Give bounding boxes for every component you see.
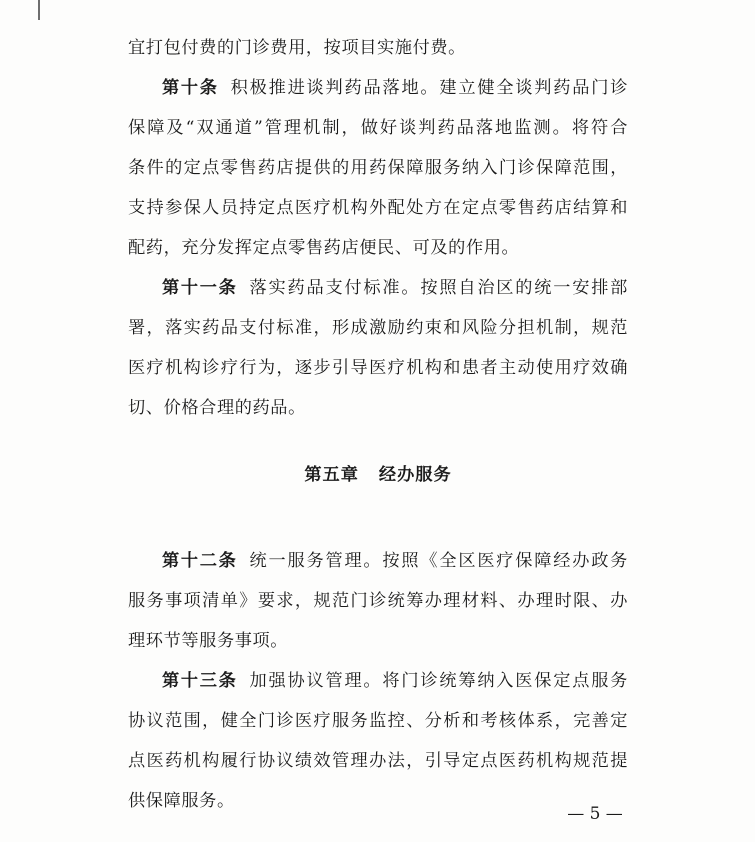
article-text: 统一服务管理。按照《全区医疗保障经办政务: [249, 551, 628, 571]
article-line: [128, 661, 628, 701]
article-line: 条件的定点零售药店提供的用药保障服务纳入门诊保障范围，: [128, 158, 628, 178]
intro-line: 宜打包付费的门诊费用，按项目实施付费。: [128, 38, 466, 58]
chapter-heading: [128, 455, 628, 495]
article-line: 医疗机构诊疗行为，逐步引导医疗机构和患者主动使用疗效确: [128, 358, 628, 378]
scan-edge-mark: [38, 0, 40, 20]
article-label: 第十三条: [162, 671, 238, 691]
article-label: 第十条: [162, 78, 219, 98]
article-line: 服务事项清单》要求，规范门诊统筹办理材料、办理时限、办: [128, 591, 628, 611]
document-body: [128, 28, 628, 821]
article-11: [128, 268, 628, 428]
article-label: 第十一条: [162, 278, 238, 298]
article-text: 加强协议管理。将门诊统筹纳入医保定点服务: [249, 671, 628, 691]
chapter-title: 经办服务: [378, 465, 452, 485]
article-line: 保障及“双通道”管理机制，做好谈判药品落地监测。将符合: [128, 118, 628, 138]
article-label: 第十二条: [162, 551, 238, 571]
article-10: [128, 68, 628, 268]
article-12: [128, 541, 628, 661]
article-line: 点医药机构履行协议绩效管理办法，引导定点医药机构规范提: [128, 751, 628, 771]
article-13: [128, 661, 628, 821]
article-line: 署，落实药品支付标准，形成激励约束和风险分担机制，规范: [128, 318, 628, 338]
chapter-number: 第五章: [304, 465, 359, 485]
article-line: 支持参保人员持定点医疗机构外配处方在定点零售药店结算和: [128, 198, 628, 218]
article-line: [128, 68, 628, 108]
article-line: 供保障服务。: [128, 791, 235, 811]
article-text: 积极推进谈判药品落地。建立健全谈判药品门诊: [230, 78, 628, 98]
article-text: 落实药品支付标准。按照自治区的统一安排部: [249, 278, 628, 298]
article-line: 协议范围，健全门诊医疗服务监控、分析和考核体系，完善定: [128, 711, 628, 731]
article-line: 配药，充分发挥定点零售药店便民、可及的作用。: [128, 238, 520, 258]
article-line: [128, 541, 628, 581]
article-line: 理环节等服务事项。: [128, 631, 289, 651]
article-line: 切、价格合理的药品。: [128, 398, 306, 418]
article-line: [128, 268, 628, 308]
page-number: — 5 —: [567, 804, 623, 824]
